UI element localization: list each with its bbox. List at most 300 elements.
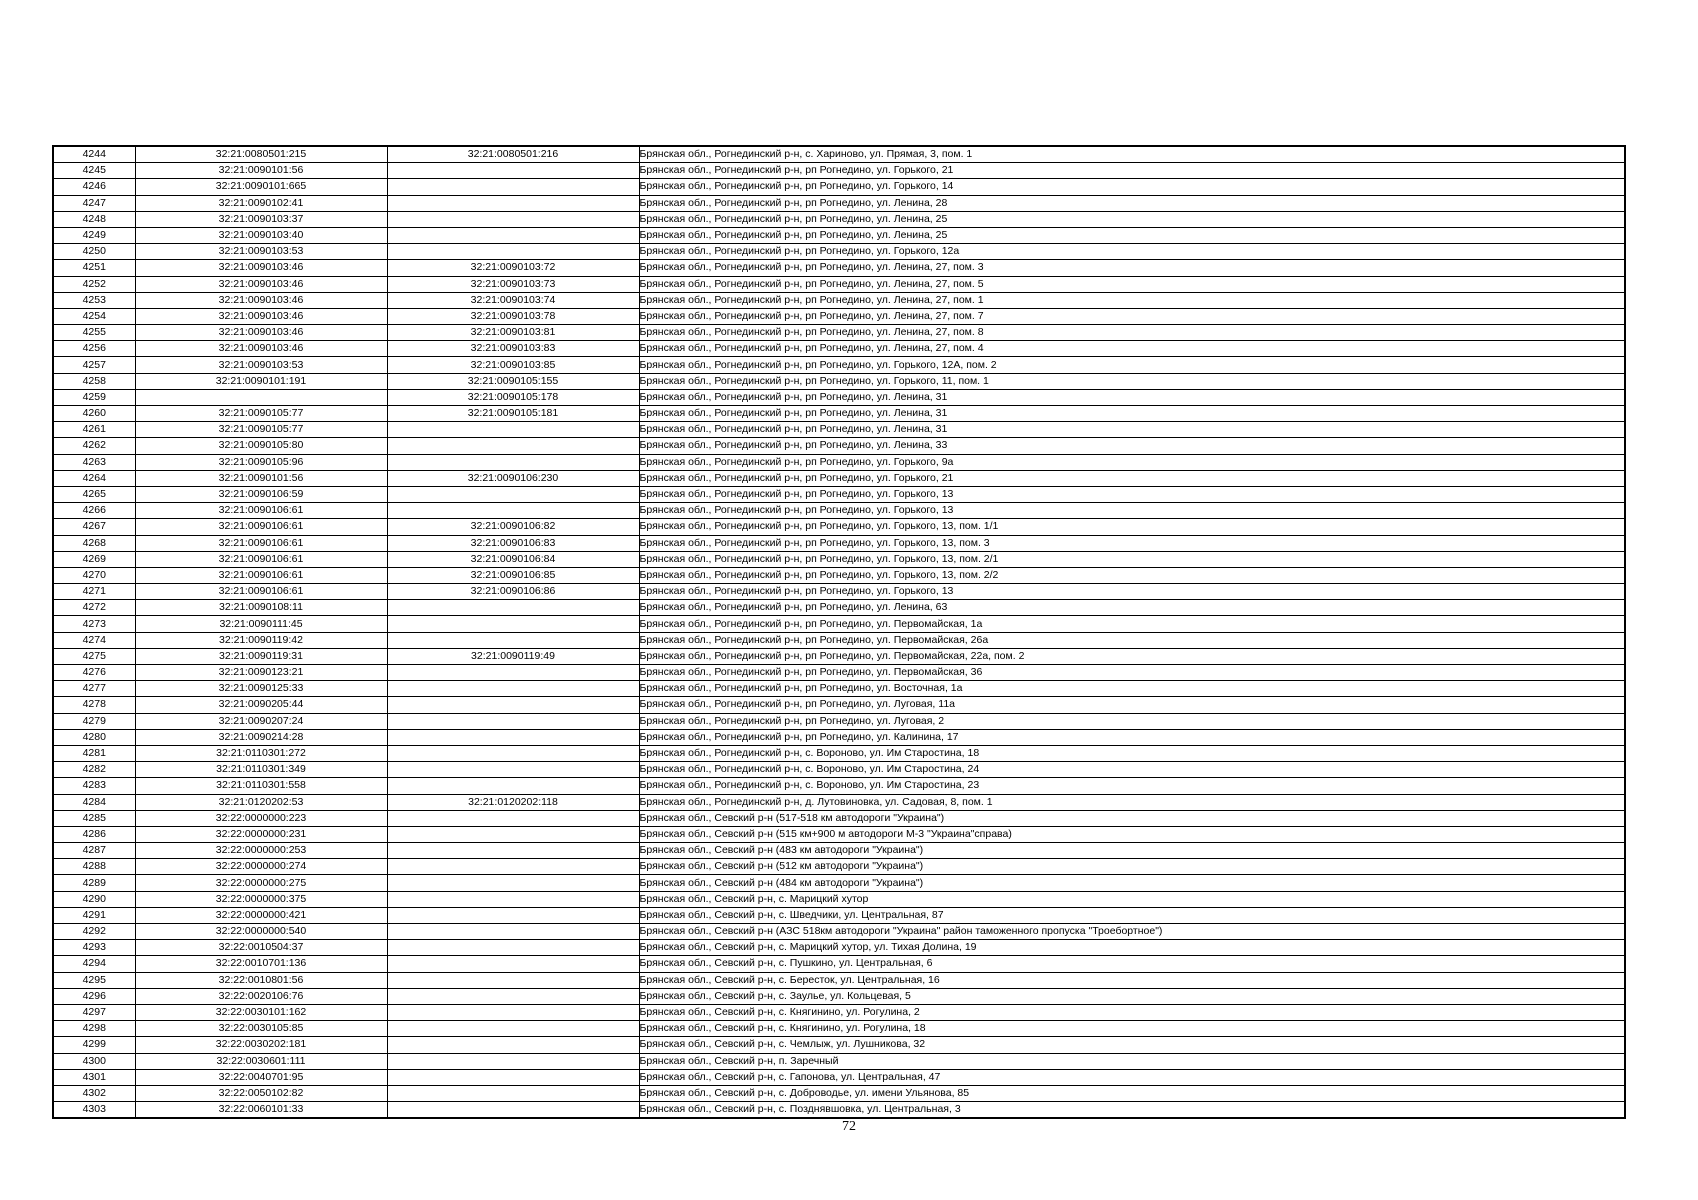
address-cell: Брянская обл., Севский р-н, с. Гапонова, ул. Центральная, 47 [639,1069,1625,1085]
table-row [53,681,1625,697]
premises-cadastral-cell: 32:21:0090106:85 [387,567,639,583]
row-number-cell: 4261 [53,422,135,438]
address-cell: Брянская обл., Рогнединский р-н, рп Рогнедино, ул. Горького, 13, пом. 1/1 [639,519,1625,535]
row-number-cell: 4251 [53,260,135,276]
address-cell: Брянская обл., Севский р-н (512 км автодороги "Украина") [639,859,1625,875]
row-number-cell: 4291 [53,907,135,923]
table-row [53,422,1625,438]
premises-cadastral-cell: 32:21:0090103:74 [387,292,639,308]
address-cell: Брянская обл., Рогнединский р-н, рп Рогнедино, ул. Ленина, 27, пом. 5 [639,276,1625,292]
table-row [53,972,1625,988]
address-cell: Брянская обл., Севский р-н, с. Пушкино, ул. Центральная, 6 [639,956,1625,972]
row-number-cell: 4279 [53,713,135,729]
cadastral-number-cell: 32:21:0110301:558 [135,778,387,794]
row-number-cell: 4267 [53,519,135,535]
row-number-cell: 4268 [53,535,135,551]
address-cell: Брянская обл., Рогнединский р-н, рп Рогнедино, ул. Горького, 21 [639,470,1625,486]
row-number-cell: 4258 [53,373,135,389]
address-cell: Брянская обл., Севский р-н, с. Марицкий хутор, ул. Тихая Долина, 19 [639,940,1625,956]
premises-cadastral-cell: 32:21:0090103:78 [387,308,639,324]
row-number-cell: 4253 [53,292,135,308]
premises-cadastral-cell [387,826,639,842]
table-row [53,503,1625,519]
cadastral-number-cell: 32:22:0000000:223 [135,810,387,826]
premises-cadastral-cell [387,422,639,438]
address-cell: Брянская обл., Рогнединский р-н, рп Рогнедино, ул. Горького, 21 [639,163,1625,179]
address-cell: Брянская обл., Севский р-н, с. Шведчики, ул. Центральная, 87 [639,907,1625,923]
table-row [53,227,1625,243]
premises-cadastral-cell: 32:21:0090103:85 [387,357,639,373]
cadastral-number-cell: 32:22:0030101:162 [135,1004,387,1020]
cadastral-number-cell: 32:21:0090102:41 [135,195,387,211]
cadastral-number-cell: 32:21:0090101:56 [135,163,387,179]
cadastral-number-cell: 32:21:0090207:24 [135,713,387,729]
table-row [53,697,1625,713]
row-number-cell: 4290 [53,891,135,907]
row-number-cell: 4274 [53,632,135,648]
premises-cadastral-cell [387,179,639,195]
cadastral-number-cell: 32:22:0000000:540 [135,924,387,940]
table-row [53,406,1625,422]
row-number-cell: 4302 [53,1085,135,1101]
cadastral-number-cell: 32:21:0090106:61 [135,551,387,567]
table-row [53,357,1625,373]
address-cell: Брянская обл., Севский р-н (484 км автодороги "Украина") [639,875,1625,891]
premises-cadastral-cell: 32:21:0120202:118 [387,794,639,810]
cadastral-number-cell: 32:22:0040701:95 [135,1069,387,1085]
address-cell: Брянская обл., Севский р-н, с. Доброводье, ул. имени Ульянова, 85 [639,1085,1625,1101]
row-number-cell: 4246 [53,179,135,195]
cadastral-number-cell: 32:21:0090105:96 [135,454,387,470]
row-number-cell: 4300 [53,1053,135,1069]
premises-cadastral-cell [387,163,639,179]
cadastral-number-cell: 32:21:0090123:21 [135,665,387,681]
address-cell: Брянская обл., Севский р-н, с. Бересток, ул. Центральная, 16 [639,972,1625,988]
address-cell: Брянская обл., Рогнединский р-н, рп Рогнедино, ул. Горького, 9а [639,454,1625,470]
address-cell: Брянская обл., Рогнединский р-н, рп Рогнедино, ул. Горького, 13 [639,503,1625,519]
table-row [53,1102,1625,1119]
row-number-cell: 4272 [53,600,135,616]
address-cell: Брянская обл., Рогнединский р-н, рп Рогнедино, ул. Горького, 12А, пом. 2 [639,357,1625,373]
premises-cadastral-cell: 32:21:0090106:84 [387,551,639,567]
table-row [53,616,1625,632]
premises-cadastral-cell: 32:21:0090103:72 [387,260,639,276]
premises-cadastral-cell [387,1085,639,1101]
cadastral-number-cell: 32:21:0090103:40 [135,227,387,243]
premises-cadastral-cell: 32:21:0090105:155 [387,373,639,389]
row-number-cell: 4283 [53,778,135,794]
row-number-cell: 4271 [53,584,135,600]
address-cell: Брянская обл., Рогнединский р-н, рп Рогнедино, ул. Восточная, 1а [639,681,1625,697]
row-number-cell: 4281 [53,745,135,761]
row-number-cell: 4245 [53,163,135,179]
cadastral-number-cell: 32:22:0060101:33 [135,1102,387,1119]
premises-cadastral-cell [387,665,639,681]
address-cell: Брянская обл., Севский р-н (517-518 км автодороги "Украина") [639,810,1625,826]
row-number-cell: 4260 [53,406,135,422]
table-row [53,859,1625,875]
table-row [53,988,1625,1004]
row-number-cell: 4296 [53,988,135,1004]
premises-cadastral-cell [387,729,639,745]
cadastral-number-cell: 32:21:0120202:53 [135,794,387,810]
cadastral-number-cell: 32:21:0090103:46 [135,341,387,357]
row-number-cell: 4265 [53,486,135,502]
table-row [53,600,1625,616]
row-number-cell: 4263 [53,454,135,470]
premises-cadastral-cell: 32:21:0090103:81 [387,325,639,341]
table-row [53,211,1625,227]
cadastral-number-cell: 32:22:0000000:253 [135,843,387,859]
cadastral-number-cell: 32:21:0090125:33 [135,681,387,697]
premises-cadastral-cell [387,195,639,211]
cadastral-number-cell: 32:22:0000000:274 [135,859,387,875]
cadastral-number-cell: 32:22:0030105:85 [135,1021,387,1037]
premises-cadastral-cell [387,972,639,988]
table-row [53,875,1625,891]
cadastral-number-cell [135,389,387,405]
premises-cadastral-cell [387,697,639,713]
cadastral-number-cell: 32:21:0110301:272 [135,745,387,761]
address-cell: Брянская обл., Рогнединский р-н, рп Рогнедино, ул. Горького, 13, пом. 2/2 [639,567,1625,583]
table-row [53,179,1625,195]
address-cell: Брянская обл., Рогнединский р-н, с. Вороново, ул. Им Старостина, 24 [639,762,1625,778]
table-row [53,341,1625,357]
cadastral-number-cell: 32:22:0010504:37 [135,940,387,956]
address-cell: Брянская обл., Рогнединский р-н, рп Рогнедино, ул. Ленина, 33 [639,438,1625,454]
cadastral-number-cell: 32:21:0090106:61 [135,584,387,600]
table-row [53,389,1625,405]
table-row [53,907,1625,923]
address-cell: Брянская обл., Рогнединский р-н, рп Рогнедино, ул. Горького, 14 [639,179,1625,195]
cadastral-number-cell: 32:21:0090105:77 [135,406,387,422]
row-number-cell: 4255 [53,325,135,341]
row-number-cell: 4244 [53,146,135,163]
table-row [53,325,1625,341]
address-cell: Брянская обл., Рогнединский р-н, рп Рогнедино, ул. Горького, 13 [639,584,1625,600]
address-cell: Брянская обл., Рогнединский р-н, рп Рогнедино, ул. Ленина, 63 [639,600,1625,616]
table-row [53,146,1625,163]
premises-cadastral-cell [387,745,639,761]
row-number-cell: 4257 [53,357,135,373]
row-number-cell: 4248 [53,211,135,227]
premises-cadastral-cell [387,244,639,260]
cadastral-number-cell: 32:22:0020106:76 [135,988,387,1004]
cadastral-number-cell: 32:21:0090106:61 [135,519,387,535]
premises-cadastral-cell: 32:21:0090105:181 [387,406,639,422]
address-cell: Брянская обл., Рогнединский р-н, рп Рогнедино, ул. Первомайская, 36 [639,665,1625,681]
table-row [53,648,1625,664]
table-row [53,1085,1625,1101]
premises-cadastral-cell [387,486,639,502]
address-cell: Брянская обл., Рогнединский р-н, рп Рогнедино, ул. Ленина, 25 [639,211,1625,227]
premises-cadastral-cell [387,859,639,875]
address-cell: Брянская обл., Рогнединский р-н, рп Рогнедино, ул. Ленина, 31 [639,406,1625,422]
table-row [53,584,1625,600]
row-number-cell: 4275 [53,648,135,664]
address-cell: Брянская обл., Рогнединский р-н, рп Рогнедино, ул. Ленина, 27, пом. 3 [639,260,1625,276]
premises-cadastral-cell [387,632,639,648]
address-cell: Брянская обл., Рогнединский р-н, рп Рогнедино, ул. Калинина, 17 [639,729,1625,745]
row-number-cell: 4270 [53,567,135,583]
row-number-cell: 4249 [53,227,135,243]
premises-cadastral-cell [387,211,639,227]
row-number-cell: 4266 [53,503,135,519]
registry-table-body [53,146,1625,1118]
table-row [53,163,1625,179]
cadastral-number-cell: 32:21:0090111:45 [135,616,387,632]
premises-cadastral-cell [387,227,639,243]
row-number-cell: 4273 [53,616,135,632]
address-cell: Брянская обл., Рогнединский р-н, рп Рогнедино, ул. Ленина, 31 [639,389,1625,405]
cadastral-number-cell: 32:22:0000000:231 [135,826,387,842]
cadastral-number-cell: 32:21:0090119:31 [135,648,387,664]
cadastral-number-cell: 32:22:0010801:56 [135,972,387,988]
table-row [53,1053,1625,1069]
address-cell: Брянская обл., Рогнединский р-н, рп Рогнедино, ул. Луговая, 2 [639,713,1625,729]
table-row [53,567,1625,583]
address-cell: Брянская обл., Рогнединский р-н, рп Рогнедино, ул. Ленина, 28 [639,195,1625,211]
premises-cadastral-cell [387,1037,639,1053]
cadastral-number-cell: 32:21:0090101:56 [135,470,387,486]
premises-cadastral-cell [387,907,639,923]
table-row [53,762,1625,778]
row-number-cell: 4295 [53,972,135,988]
row-number-cell: 4264 [53,470,135,486]
address-cell: Брянская обл., Севский р-н, с. Чемлыж, ул. Лушникова, 32 [639,1037,1625,1053]
address-cell: Брянская обл., Рогнединский р-н, рп Рогнедино, ул. Ленина, 31 [639,422,1625,438]
table-row [53,551,1625,567]
address-cell: Брянская обл., Рогнединский р-н, с. Вороново, ул. Им Старостина, 23 [639,778,1625,794]
premises-cadastral-cell [387,1004,639,1020]
premises-cadastral-cell [387,940,639,956]
cadastral-number-cell: 32:21:0090103:46 [135,308,387,324]
premises-cadastral-cell [387,1102,639,1119]
row-number-cell: 4280 [53,729,135,745]
address-cell: Брянская обл., Рогнединский р-н, рп Рогнедино, ул. Горького, 13, пом. 2/1 [639,551,1625,567]
row-number-cell: 4294 [53,956,135,972]
premises-cadastral-cell [387,843,639,859]
premises-cadastral-cell [387,924,639,940]
premises-cadastral-cell [387,956,639,972]
cadastral-number-cell: 32:21:0090106:59 [135,486,387,502]
table-row [53,244,1625,260]
registry-table-container [52,145,1624,1119]
address-cell: Брянская обл., Рогнединский р-н, рп Рогнедино, ул. Ленина, 27, пом. 4 [639,341,1625,357]
address-cell: Брянская обл., Рогнединский р-н, рп Рогнедино, ул. Горького, 13, пом. 3 [639,535,1625,551]
row-number-cell: 4254 [53,308,135,324]
address-cell: Брянская обл., Рогнединский р-н, рп Рогнедино, ул. Горького, 13 [639,486,1625,502]
row-number-cell: 4269 [53,551,135,567]
premises-cadastral-cell [387,891,639,907]
cadastral-number-cell: 32:22:0000000:421 [135,907,387,923]
table-row [53,826,1625,842]
address-cell: Брянская обл., Севский р-н, с. Позднявшовка, ул. Центральная, 3 [639,1102,1625,1119]
cadastral-number-cell: 32:21:0090103:46 [135,325,387,341]
table-row [53,810,1625,826]
address-cell: Брянская обл., Рогнединский р-н, рп Рогнедино, ул. Горького, 12а [639,244,1625,260]
table-row [53,843,1625,859]
premises-cadastral-cell [387,713,639,729]
table-row [53,486,1625,502]
table-row [53,1004,1625,1020]
row-number-cell: 4289 [53,875,135,891]
address-cell: Брянская обл., Рогнединский р-н, рп Рогнедино, ул. Первомайская, 1а [639,616,1625,632]
table-row [53,1021,1625,1037]
cadastral-number-cell: 32:21:0090103:46 [135,260,387,276]
row-number-cell: 4252 [53,276,135,292]
row-number-cell: 4287 [53,843,135,859]
row-number-cell: 4276 [53,665,135,681]
address-cell: Брянская обл., Севский р-н, п. Заречный [639,1053,1625,1069]
table-row [53,745,1625,761]
table-row [53,195,1625,211]
table-row [53,260,1625,276]
address-cell: Брянская обл., Рогнединский р-н, рп Рогнедино, ул. Луговая, 11а [639,697,1625,713]
address-cell: Брянская обл., Рогнединский р-н, рп Рогнедино, ул. Ленина, 27, пом. 8 [639,325,1625,341]
table-row [53,956,1625,972]
premises-cadastral-cell: 32:21:0080501:216 [387,146,639,163]
address-cell: Брянская обл., Севский р-н (АЗС 518км автодороги "Украина" район таможенного пропуска "Троебортное") [639,924,1625,940]
cadastral-number-cell: 32:21:0090108:11 [135,600,387,616]
address-cell: Брянская обл., Севский р-н, с. Княгинино, ул. Рогулина, 18 [639,1021,1625,1037]
table-row [53,1069,1625,1085]
table-row [53,924,1625,940]
table-row [53,891,1625,907]
registry-table [52,145,1626,1119]
row-number-cell: 4284 [53,794,135,810]
table-row [53,308,1625,324]
row-number-cell: 4256 [53,341,135,357]
premises-cadastral-cell [387,988,639,1004]
premises-cadastral-cell: 32:21:0090105:178 [387,389,639,405]
table-row [53,292,1625,308]
address-cell: Брянская обл., Рогнединский р-н, д. Лутовиновка, ул. Садовая, 8, пом. 1 [639,794,1625,810]
row-number-cell: 4250 [53,244,135,260]
address-cell: Брянская обл., Рогнединский р-н, рп Рогнедино, ул. Ленина, 25 [639,227,1625,243]
premises-cadastral-cell [387,1069,639,1085]
row-number-cell: 4299 [53,1037,135,1053]
table-row [53,470,1625,486]
row-number-cell: 4301 [53,1069,135,1085]
cadastral-number-cell: 32:21:0090106:61 [135,567,387,583]
premises-cadastral-cell [387,438,639,454]
row-number-cell: 4286 [53,826,135,842]
row-number-cell: 4259 [53,389,135,405]
premises-cadastral-cell: 32:21:0090103:83 [387,341,639,357]
row-number-cell: 4247 [53,195,135,211]
premises-cadastral-cell [387,762,639,778]
row-number-cell: 4298 [53,1021,135,1037]
premises-cadastral-cell [387,681,639,697]
table-row [53,519,1625,535]
table-row [53,373,1625,389]
table-row [53,713,1625,729]
cadastral-number-cell: 32:22:0030601:111 [135,1053,387,1069]
row-number-cell: 4303 [53,1102,135,1119]
premises-cadastral-cell [387,778,639,794]
cadastral-number-cell: 32:21:0090119:42 [135,632,387,648]
cadastral-number-cell: 32:21:0110301:349 [135,762,387,778]
cadastral-number-cell: 32:22:0050102:82 [135,1085,387,1101]
cadastral-number-cell: 32:21:0080501:215 [135,146,387,163]
address-cell: Брянская обл., Рогнединский р-н, рп Рогнедино, ул. Ленина, 27, пом. 7 [639,308,1625,324]
address-cell: Брянская обл., Рогнединский р-н, с. Вороново, ул. Им Старостина, 18 [639,745,1625,761]
row-number-cell: 4262 [53,438,135,454]
table-row [53,438,1625,454]
cadastral-number-cell: 32:21:0090103:46 [135,292,387,308]
cadastral-number-cell: 32:21:0090103:53 [135,357,387,373]
address-cell: Брянская обл., Севский р-н (515 км+900 м автодороги М-3 "Украина"справа) [639,826,1625,842]
row-number-cell: 4282 [53,762,135,778]
page-number: 72 [842,1119,856,1134]
row-number-cell: 4285 [53,810,135,826]
cadastral-number-cell: 32:22:0010701:136 [135,956,387,972]
address-cell: Брянская обл., Севский р-н, с. Заулье, ул. Кольцевая, 5 [639,988,1625,1004]
cadastral-number-cell: 32:21:0090106:61 [135,503,387,519]
table-row [53,665,1625,681]
cadastral-number-cell: 32:21:0090105:80 [135,438,387,454]
table-row [53,1037,1625,1053]
cadastral-number-cell: 32:21:0090106:61 [135,535,387,551]
address-cell: Брянская обл., Севский р-н, с. Марицкий хутор [639,891,1625,907]
address-cell: Брянская обл., Севский р-н (483 км автодороги "Украина") [639,843,1625,859]
premises-cadastral-cell [387,616,639,632]
table-row [53,632,1625,648]
address-cell: Брянская обл., Севский р-н, с. Княгинино, ул. Рогулина, 2 [639,1004,1625,1020]
address-cell: Брянская обл., Рогнединский р-н, рп Рогнедино, ул. Первомайская, 26а [639,632,1625,648]
premises-cadastral-cell: 32:21:0090106:230 [387,470,639,486]
row-number-cell: 4297 [53,1004,135,1020]
table-row [53,454,1625,470]
premises-cadastral-cell [387,875,639,891]
address-cell: Брянская обл., Рогнединский р-н, рп Рогнедино, ул. Горького, 11, пом. 1 [639,373,1625,389]
address-cell: Брянская обл., Рогнединский р-н, рп Рогнедино, ул. Первомайская, 22а, пом. 2 [639,648,1625,664]
premises-cadastral-cell [387,1053,639,1069]
row-number-cell: 4292 [53,924,135,940]
row-number-cell: 4278 [53,697,135,713]
row-number-cell: 4293 [53,940,135,956]
premises-cadastral-cell [387,810,639,826]
premises-cadastral-cell: 32:21:0090103:73 [387,276,639,292]
cadastral-number-cell: 32:21:0090103:37 [135,211,387,227]
table-row [53,940,1625,956]
table-row [53,729,1625,745]
table-row [53,778,1625,794]
cadastral-number-cell: 32:22:0000000:275 [135,875,387,891]
cadastral-number-cell: 32:21:0090101:191 [135,373,387,389]
cadastral-number-cell: 32:22:0030202:181 [135,1037,387,1053]
table-row [53,535,1625,551]
cadastral-number-cell: 32:21:0090103:46 [135,276,387,292]
table-row [53,276,1625,292]
premises-cadastral-cell: 32:21:0090106:86 [387,584,639,600]
premises-cadastral-cell [387,600,639,616]
cadastral-number-cell: 32:21:0090101:665 [135,179,387,195]
premises-cadastral-cell: 32:21:0090106:83 [387,535,639,551]
address-cell: Брянская обл., Рогнединский р-н, рп Рогнедино, ул. Ленина, 27, пом. 1 [639,292,1625,308]
cadastral-number-cell: 32:21:0090214:28 [135,729,387,745]
row-number-cell: 4288 [53,859,135,875]
premises-cadastral-cell [387,454,639,470]
premises-cadastral-cell: 32:21:0090106:82 [387,519,639,535]
premises-cadastral-cell [387,503,639,519]
premises-cadastral-cell: 32:21:0090119:49 [387,648,639,664]
premises-cadastral-cell [387,1021,639,1037]
row-number-cell: 4277 [53,681,135,697]
cadastral-number-cell: 32:21:0090205:44 [135,697,387,713]
cadastral-number-cell: 32:22:0000000:375 [135,891,387,907]
